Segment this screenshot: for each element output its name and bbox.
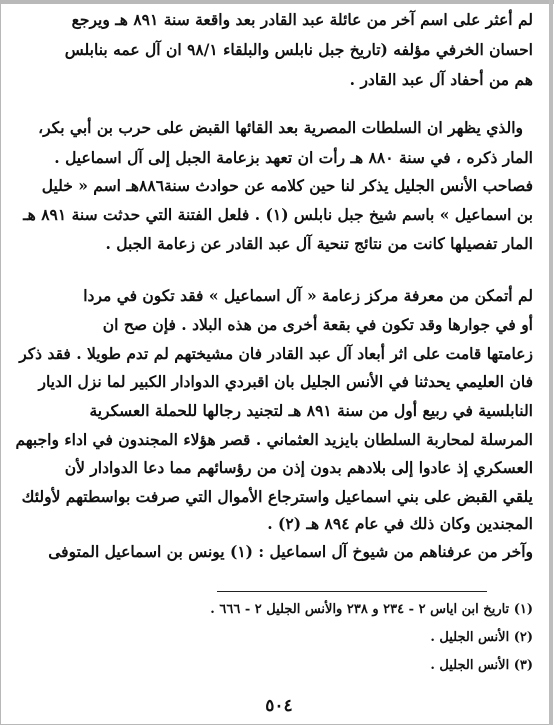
text-line: العسكري إذ عادوا إلى بلادهم بدون إذن من رؤسائهم مما دعا الدوادار لأن <box>64 458 533 477</box>
text-line: لم أتمكن من معرفة مركز زعامة « آل اسماعيل » فقد تكون في مردا <box>83 286 533 305</box>
page-number: ٥٠٤ <box>265 696 293 716</box>
text-line: احسان الخرفي مؤلفه (تاريخ جبل نابلس والبلقاء ٩٨/١ ان آل عمه بنابلس <box>64 40 533 59</box>
text-line: المجندين وكان ذلك في عام ٨٩٤ هـ (٢) . <box>267 514 533 533</box>
text-line: هم من أحفاد آل عبد القادر . <box>349 70 533 89</box>
text-line: النابلسية في ربيع أول من سنة ٨٩١ هـ لتجنيد رجالها للحملة العسكرية <box>89 401 533 420</box>
footnote-3: (٣) الأنس الجليل . <box>430 658 533 673</box>
text-line: فان العليمي يحدثنا في الأنس الجليل بان اقبردي الدوادار الكبير لما نزل الديار <box>38 372 533 391</box>
text-line: والذي يظهر ان السلطات المصرية بعد القائها القبض على حرب بن أبي بكر، <box>38 118 523 137</box>
text-line: لم أعثر على اسم آخر من عائلة عبد القادر بعد واقعة سنة ٨٩١ هـ ويرجع <box>71 10 533 29</box>
text-line: زعامتها قامت على اثر أبعاد آل عبد القادر فان مشيختهم لم تدم طويلا . فقد ذكر <box>19 344 533 363</box>
text-line: المار تفصيلها كانت من نتائج تنحية آل عبد القادر عن زعامة الجبل . <box>105 234 533 253</box>
text-line: فصاحب الأنس الجليل يذكر لنا حين كلامه عن حوادث سنة٨٨٦هـ اسم « خليل <box>41 176 533 195</box>
text-line: يلقي القبض على بني اسماعيل واسترجاع الأموال التي صرفت بواسطتهم لأولئك <box>21 487 533 506</box>
footnote-2: (٢) الأنس الجليل . <box>430 630 533 645</box>
viewer-frame-right <box>549 0 553 725</box>
text-line: المار ذكره ، في سنة ٨٨٠ هـ رأت ان تعهد بزعامة الجبل إلى آل اسماعيل . <box>54 148 533 167</box>
text-line: أو في جوارها وقد تكون في بقعة أخرى من هذه البلاد . فإن صح ان <box>102 315 533 334</box>
viewer-frame-top <box>1 0 554 4</box>
footnote-separator <box>217 591 487 592</box>
text-line: وآخر من عرفناهم من شيوخ آل اسماعيل : (١) يونس بن اسماعيل المتوفى <box>48 542 533 561</box>
footnote-1: (١) تاريخ ابن اياس ٢ - ٢٣٤ و ٢٣٨ والأنس الجليل ٢ - ٦٦٦ . <box>210 602 533 617</box>
text-line: بن اسماعيل » باسم شيخ جبل نابلس (١) . فلعل الفتنة التي حدثت سنة ٨٩١ هـ <box>23 205 533 224</box>
text-line: المرسلة لمحاربة السلطان بايزيد العثماني . قصر هؤلاء المجندون في اداء واجبهم <box>15 430 533 449</box>
